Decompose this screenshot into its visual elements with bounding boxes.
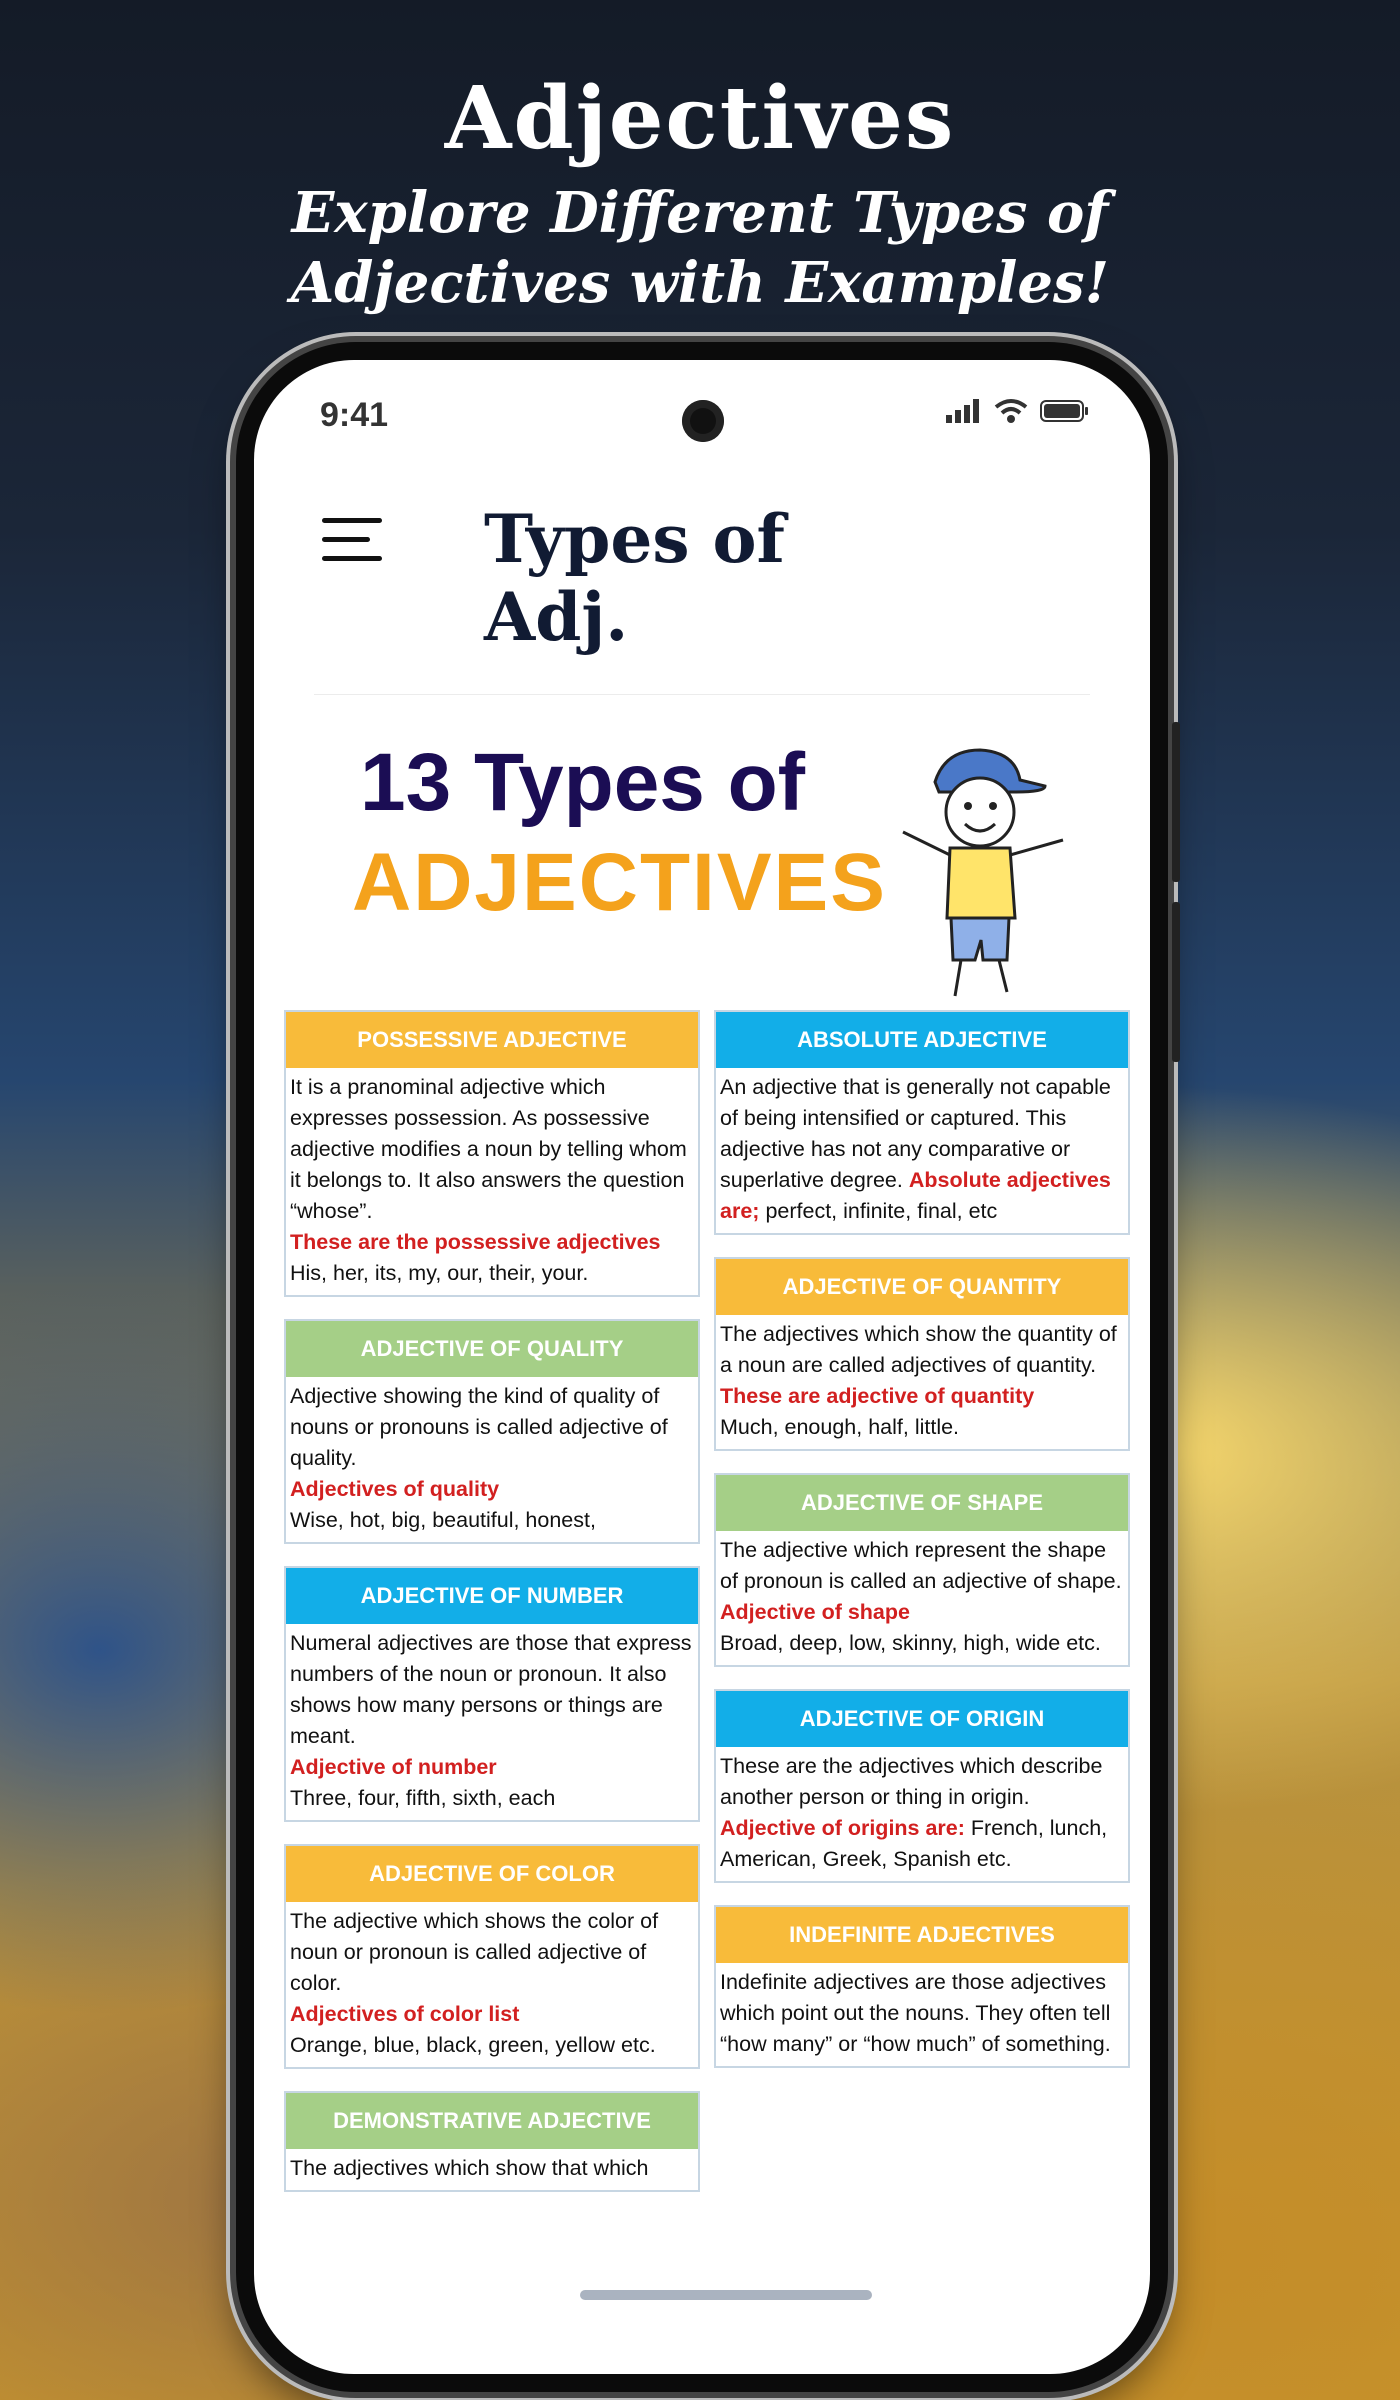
phone-frame — [236, 342, 1168, 2392]
card-adjective-of-quantity — [714, 1257, 1130, 1451]
card-examples: French, lunch, American, Greek, Spanish etc. — [720, 1816, 1108, 1871]
card-description: These are the adjectives which describe another person or thing in origin. — [720, 1754, 1103, 1809]
infographic-title-line1: 13 Types of — [360, 737, 806, 828]
card-highlight: These are adjective of quantity — [720, 1384, 1035, 1408]
card-examples: Wise, hot, big, beautiful, honest, — [290, 1508, 596, 1532]
front-camera — [682, 400, 724, 442]
infographic-title-line2: ADJECTIVES — [352, 837, 887, 928]
cartoon-kid-illustration — [895, 740, 1095, 1000]
card-body — [286, 2149, 698, 2190]
card-body — [716, 1963, 1128, 2066]
battery-icon — [1040, 399, 1090, 423]
promo-subtitle: Explore Different Types of Adjectives with Examples! — [290, 180, 1110, 316]
card-adjective-of-color — [284, 1844, 700, 2069]
card-examples: perfect, infinite, final, etc — [765, 1199, 998, 1223]
card-examples: Three, four, fifth, sixth, each — [290, 1786, 556, 1810]
card-body — [716, 1747, 1128, 1881]
volume-button — [1172, 722, 1180, 882]
card-description: The adjective which shows the color of noun or pronoun is called adjective of color. — [290, 1909, 659, 1995]
home-indicator[interactable] — [580, 2290, 872, 2300]
card-heading: ADJECTIVE OF SHAPE — [716, 1475, 1128, 1531]
app-title: Types of Adj. — [484, 500, 785, 656]
right-column — [714, 1010, 1130, 2090]
card-heading: ADJECTIVE OF NUMBER — [286, 1568, 698, 1624]
card-description: Adjective showing the kind of quality of nouns or pronouns is called adjective of quality. — [290, 1384, 668, 1470]
card-highlight: These are the possessive adjectives — [290, 1230, 661, 1254]
card-description: It is a pranominal adjective which expresses possession. As possessive adjective modifies a noun by telling whom it belongs to. It also answers the question “whose”. — [290, 1075, 687, 1223]
card-adjective-of-shape — [714, 1473, 1130, 1667]
card-description: Numeral adjectives are those that express numbers of the noun or pronoun. It also shows how many persons or things are meant. — [290, 1631, 692, 1748]
card-adjective-of-number — [284, 1566, 700, 1822]
card-body — [716, 1068, 1128, 1233]
card-heading: ADJECTIVE OF ORIGIN — [716, 1691, 1128, 1747]
card-indefinite-adjectives — [714, 1905, 1130, 2068]
card-body — [286, 1624, 698, 1820]
promo-title: Adjectives — [444, 68, 956, 169]
card-demonstrative-adjective — [284, 2091, 700, 2192]
card-heading: ABSOLUTE ADJECTIVE — [716, 1012, 1128, 1068]
card-heading: ADJECTIVE OF COLOR — [286, 1846, 698, 1902]
card-heading: INDEFINITE ADJECTIVES — [716, 1907, 1128, 1963]
card-description: The adjective which represent the shape of pronoun is called an adjective of shape. — [720, 1538, 1122, 1593]
status-icons — [946, 398, 1090, 424]
card-highlight: Adjective of number — [290, 1755, 497, 1779]
card-description: Indefinite adjectives are those adjectives which point out the nouns. They often tell “how many” or “how much” of something. — [720, 1970, 1111, 2056]
card-examples: Broad, deep, low, skinny, high, wide etc. — [720, 1631, 1101, 1655]
card-examples: Much, enough, half, little. — [720, 1415, 960, 1439]
hamburger-menu-icon[interactable] — [322, 518, 384, 570]
card-examples: Orange, blue, black, green, yellow etc. — [290, 2033, 656, 2057]
card-body — [286, 1068, 698, 1295]
card-description: An adjective that is generally not capable of being intensified or captured. This adjective has not any comparative or superlative degree. — [720, 1075, 1111, 1192]
card-heading: ADJECTIVE OF QUANTITY — [716, 1259, 1128, 1315]
wifi-icon — [994, 398, 1028, 424]
card-highlight: Adjectives of color list — [290, 2002, 520, 2026]
power-button — [1172, 902, 1180, 1062]
card-body — [716, 1531, 1128, 1665]
card-body — [286, 1377, 698, 1542]
card-highlight: Adjective of origins are: — [720, 1816, 965, 1840]
card-possessive-adjective — [284, 1010, 700, 1297]
card-heading: ADJECTIVE OF QUALITY — [286, 1321, 698, 1377]
card-body — [286, 1902, 698, 2067]
card-body — [716, 1315, 1128, 1449]
signal-icon — [946, 399, 982, 423]
card-heading: DEMONSTRATIVE ADJECTIVE — [286, 2093, 698, 2149]
card-highlight: Adjective of shape — [720, 1600, 910, 1624]
card-adjective-of-quality — [284, 1319, 700, 1544]
status-time: 9:41 — [320, 396, 389, 434]
app-bar — [254, 490, 1150, 656]
phone-screen — [254, 360, 1150, 2374]
card-examples: His, her, its, my, our, their, your. — [290, 1261, 589, 1285]
header-divider — [314, 694, 1090, 695]
infographic-image — [280, 700, 1132, 2196]
card-description: The adjectives which show that which — [290, 2156, 649, 2180]
card-adjective-of-origin — [714, 1689, 1130, 1883]
left-column — [284, 1010, 700, 2196]
card-highlight: Adjectives of quality — [290, 1477, 500, 1501]
card-highlight: Absolute adjectives are; — [720, 1168, 1111, 1223]
card-description: The adjectives which show the quantity of a noun are called adjectives of quantity. — [720, 1322, 1117, 1377]
card-heading: POSSESSIVE ADJECTIVE — [286, 1012, 698, 1068]
card-absolute-adjective — [714, 1010, 1130, 1235]
